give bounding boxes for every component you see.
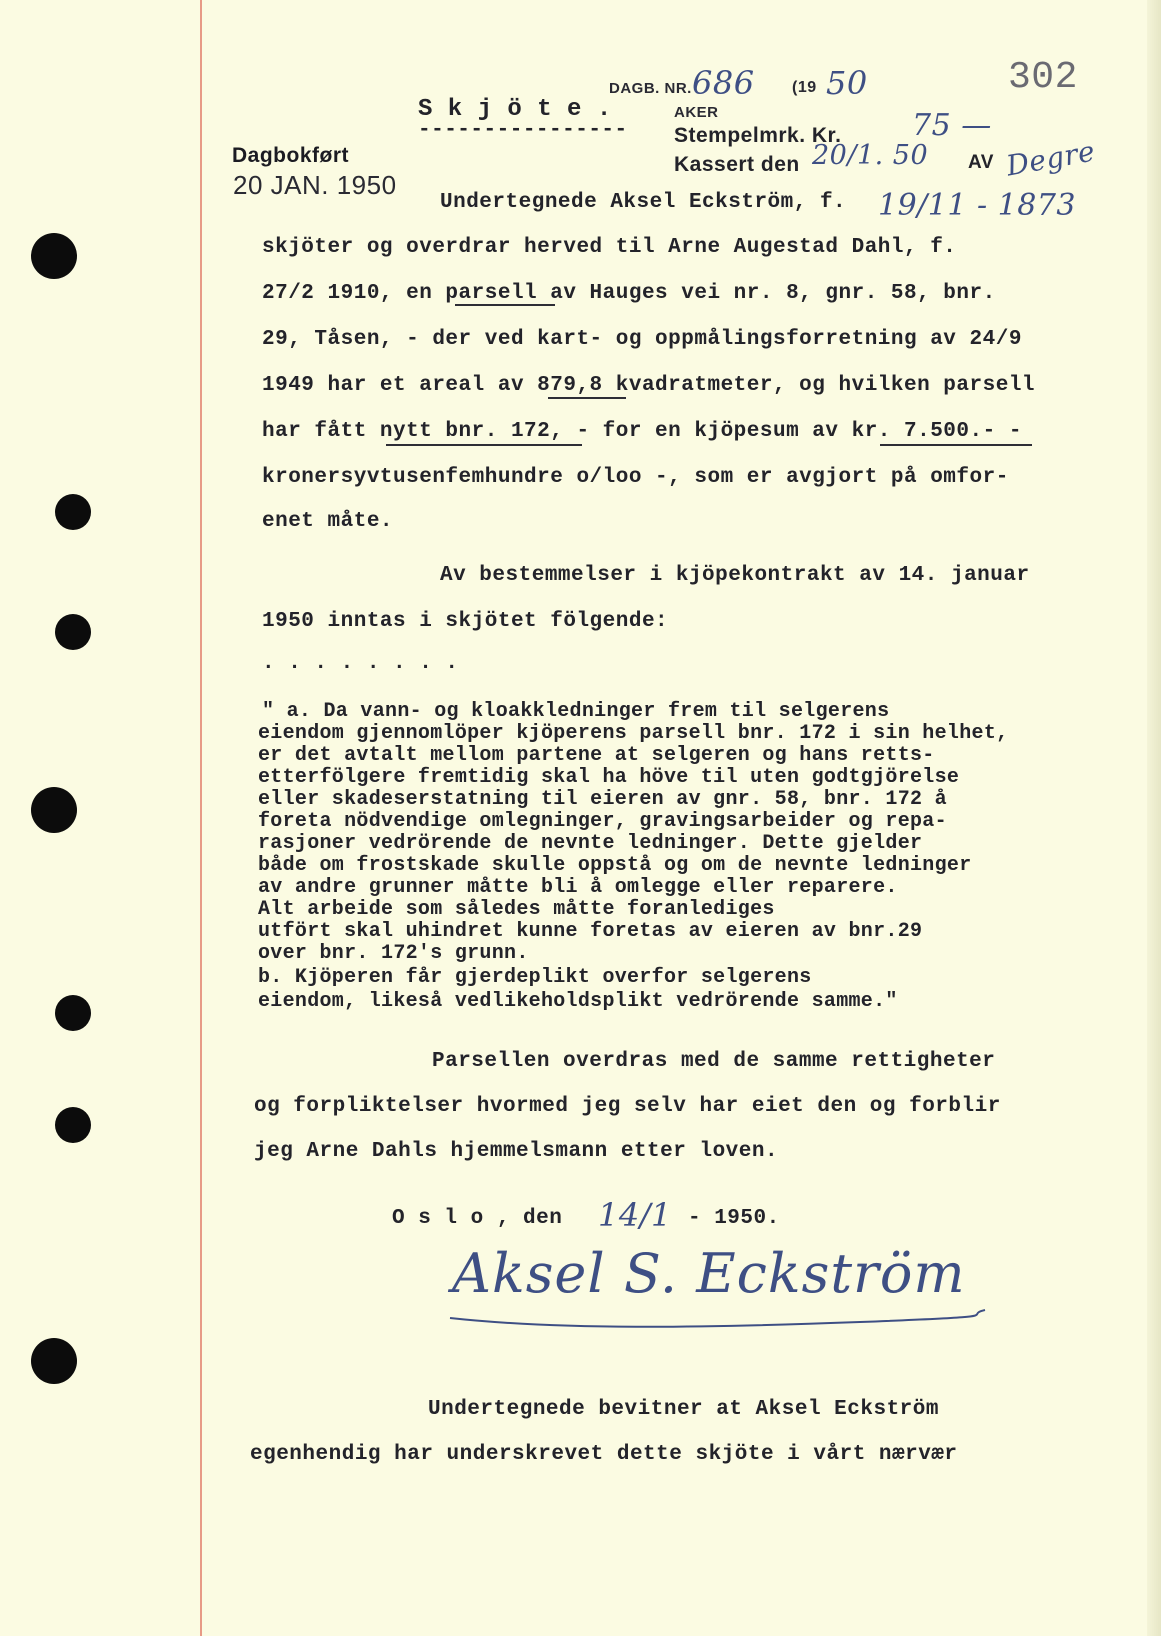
underline-areal bbox=[548, 397, 626, 399]
quote-line: foreta nödvendige omlegninger, gravingsarbeider og repa- bbox=[258, 810, 947, 833]
place-date: 14/1 bbox=[598, 1196, 672, 1234]
ellipsis: . . . . . . . . bbox=[262, 652, 459, 675]
page-number: 302 bbox=[1008, 56, 1078, 99]
punch-hole bbox=[31, 787, 77, 833]
dagb-year: 50 bbox=[826, 64, 868, 102]
punch-hole bbox=[55, 1107, 91, 1143]
underline-bnr bbox=[386, 444, 582, 446]
signature-flourish bbox=[440, 1300, 1000, 1340]
birth-date: 19/11 - 1873 bbox=[878, 188, 1077, 223]
punch-hole bbox=[55, 995, 91, 1031]
stempelmrk-value: 75 — bbox=[912, 108, 992, 143]
kassert-date: 20/1. 50 bbox=[812, 140, 929, 171]
para1-line: kronersyvtusenfemhundre o/loo -, som er avgjort på omfor- bbox=[262, 466, 1009, 489]
para3-line: jeg Arne Dahls hjemmelsmann etter loven. bbox=[254, 1140, 779, 1163]
quote-line: er det avtalt mellom partene at selgeren og hans retts- bbox=[258, 744, 935, 767]
punch-hole bbox=[55, 494, 91, 530]
dagb-number: 686 bbox=[692, 64, 755, 102]
para2-line: 1950 inntas i skjötet fölgende: bbox=[262, 610, 669, 633]
para3-line: og forpliktelser hvormed jeg selv har eiet den og forblir bbox=[254, 1095, 1001, 1118]
punch-hole bbox=[55, 614, 91, 650]
quote-line: eller skadeserstatning til eieren av gnr. 58, bnr. 172 å bbox=[258, 788, 947, 811]
dagb-label: DAGB. NR. bbox=[609, 80, 692, 97]
para1-line: skjöter og overdrar herved til Arne Augestad Dahl, f. bbox=[262, 236, 957, 259]
quote-line: " a. Da vann- og kloakkledninger frem til selgerens bbox=[262, 700, 890, 723]
place-suffix: - 1950. bbox=[688, 1207, 780, 1230]
para1-line: har fått nytt bnr. 172, - for en kjöpesum av kr. 7.500.- - bbox=[262, 420, 1022, 443]
dagbokfort-date: 20 JAN. 1950 bbox=[233, 170, 397, 200]
intro-line: Undertegnede Aksel Eckström, f. bbox=[440, 191, 847, 214]
para2-line: Av bestemmelser i kjöpekontrakt av 14. januar bbox=[440, 564, 1030, 587]
witness-line: Undertegnede bevitner at Aksel Eckström bbox=[428, 1398, 939, 1421]
dagb-year-printed: (19 bbox=[792, 79, 817, 96]
quote-line: Alt arbeide som således måtte foranlediges bbox=[258, 898, 775, 921]
quote-line: eiendom, likeså vedlikeholdsplikt vedrörende samme." bbox=[258, 990, 898, 1013]
dagbokfort-label: Dagbokført bbox=[232, 144, 349, 167]
underline-parsell bbox=[455, 304, 555, 306]
quote-line: eiendom gjennomlöper kjöperens parsell bnr. 172 i sin helhet, bbox=[258, 722, 1009, 745]
para1-line: 27/2 1910, en parsell av Hauges vei nr. 8, gnr. 58, bnr. bbox=[262, 282, 996, 305]
punch-hole bbox=[31, 1338, 77, 1384]
underline-sum bbox=[880, 444, 1032, 446]
page-edge bbox=[1147, 0, 1161, 1636]
para1-line: 1949 har et areal av 879,8 kvadratmeter, og hvilken parsell bbox=[262, 374, 1036, 397]
para1-line: enet måte. bbox=[262, 510, 394, 533]
quote-line: både om frostskade skulle oppstå og om de nevnte ledninger bbox=[258, 854, 972, 877]
stempelmrk-label: Stempelmrk. Kr. bbox=[674, 124, 842, 147]
aker-label: AKER bbox=[674, 104, 719, 121]
quote-line: rasjoner vedrörende de nevnte ledninger. Dette gjelder bbox=[258, 832, 923, 855]
place-prefix: O s l o , den bbox=[392, 1207, 563, 1230]
kassert-initials: AV bbox=[968, 152, 994, 173]
margin-line bbox=[200, 0, 202, 1636]
quote-line: utfört skal uhindret kunne foretas av eieren av bnr.29 bbox=[258, 920, 923, 943]
quote-line: av andre grunner måtte bli å omlegge eller reparere. bbox=[258, 876, 898, 899]
kassert-label: Kassert den bbox=[674, 153, 800, 176]
kassert-signature: Degre bbox=[1003, 134, 1098, 183]
quote-line: etterfölgere fremtidig skal ha höve til uten godtgjörelse bbox=[258, 766, 960, 789]
document-title: S k j ö t e . bbox=[418, 96, 612, 123]
title-underline: ---------------- bbox=[418, 119, 628, 142]
signature: Aksel S. Eckström bbox=[452, 1242, 966, 1305]
witness-line: egenhendig har underskrevet dette skjöte i vårt nærvær bbox=[250, 1443, 958, 1466]
quote-line: b. Kjöperen får gjerdeplikt overfor selgerens bbox=[258, 966, 812, 989]
quote-line: over bnr. 172's grunn. bbox=[258, 942, 529, 965]
para3-line: Parsellen overdras med de samme rettigheter bbox=[432, 1050, 996, 1073]
punch-hole bbox=[31, 233, 77, 279]
para1-line: 29, Tåsen, - der ved kart- og oppmålingsforretning av 24/9 bbox=[262, 328, 1022, 351]
